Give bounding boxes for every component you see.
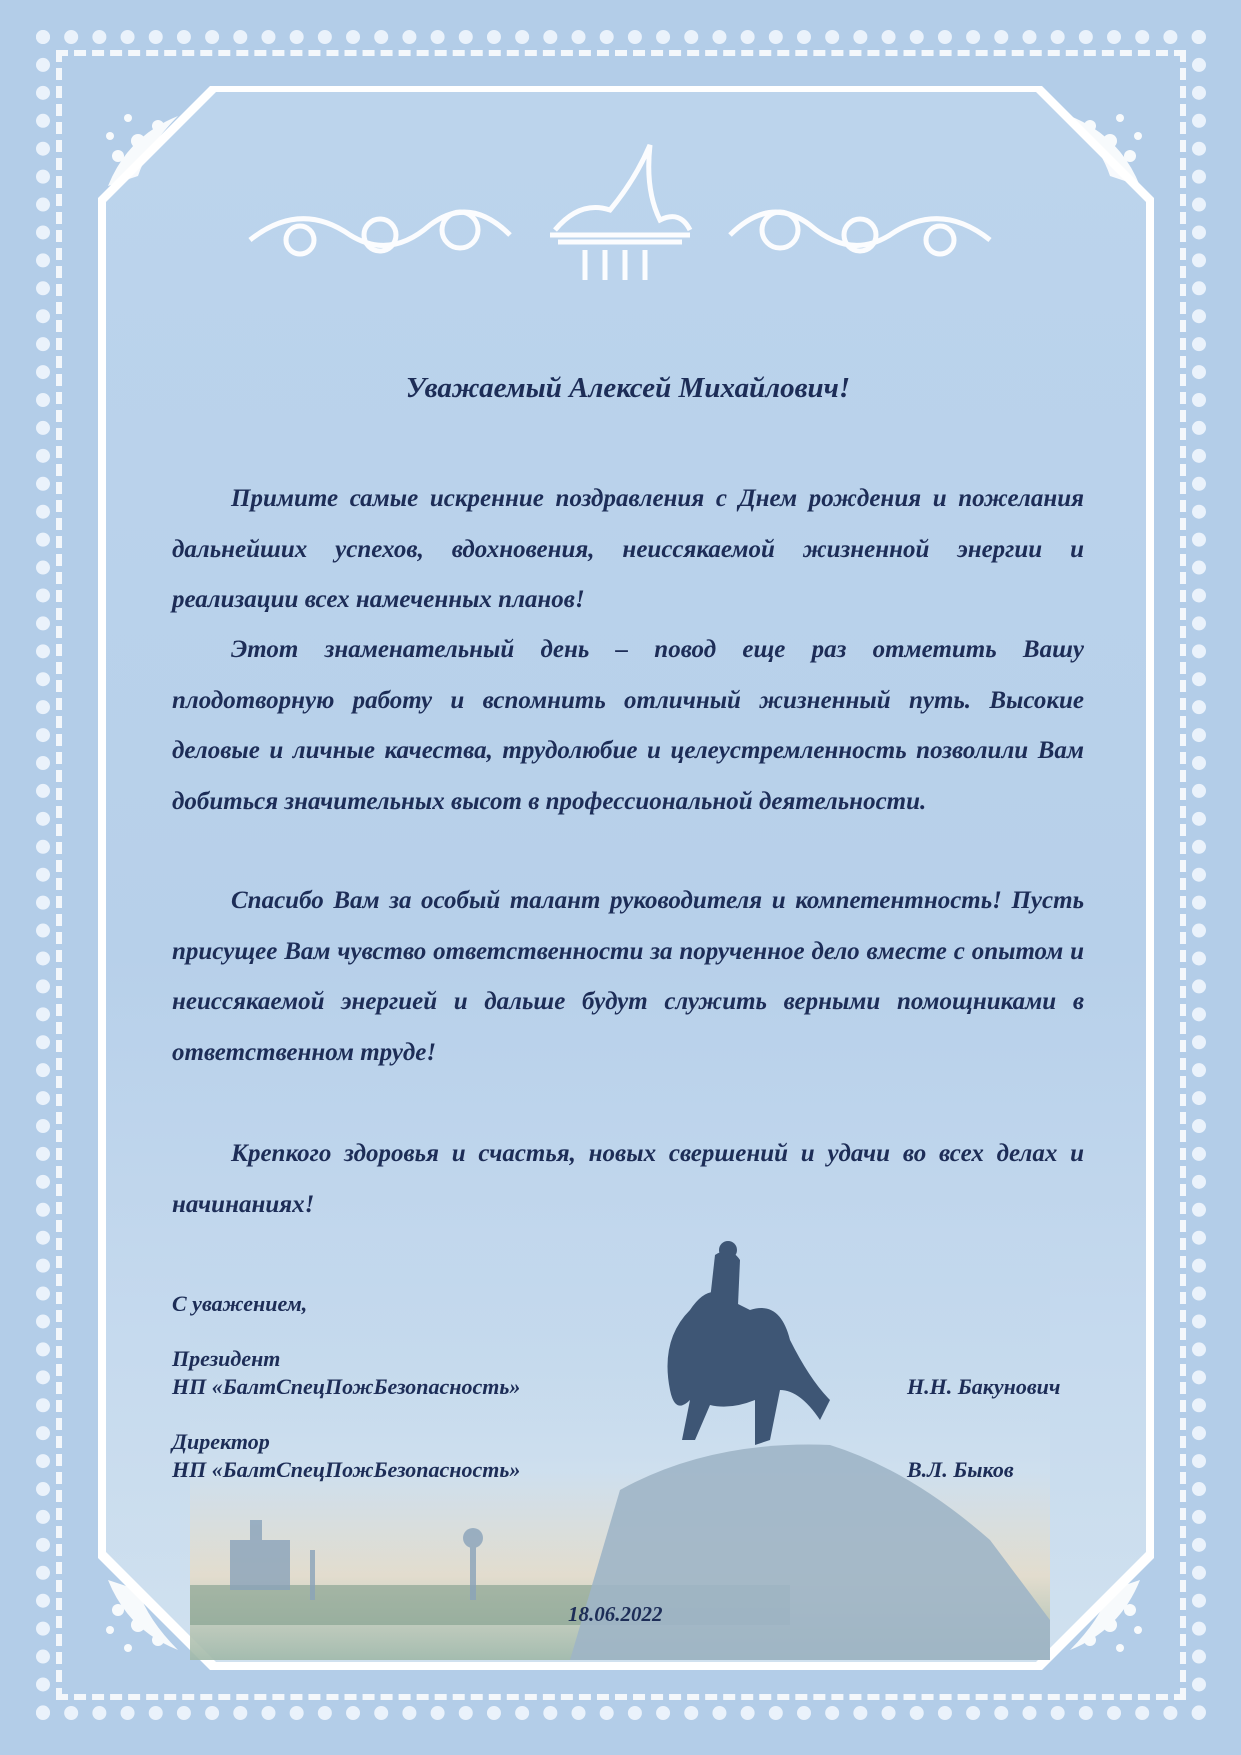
- closing-text: С уважением,: [172, 1291, 308, 1316]
- signatory-2-org: НП «БалтСпецПожБезопасность»: [172, 1457, 521, 1482]
- signatory-2-title: Директор: [172, 1429, 270, 1454]
- signatory-2-name: В.Л. Быков: [907, 1457, 1014, 1482]
- paragraph-2: Этот знаменательный день – повод еще раз отметить Вашу плодотворную работу и вспомнить отличный жизненный путь. Высокие деловые и личные качества, трудолюбие и целеустремленность позволили Вам добиться значительных высот в профессиональной деятельности.: [172, 636, 1084, 815]
- letter-date: 18.06.2022: [568, 1602, 663, 1626]
- floral-corner-ornament-icon: [88, 96, 198, 206]
- signatory-1-title: Президент: [172, 1346, 281, 1371]
- signatory-1-org: НП «БалтСпецПожБезопасность»: [172, 1374, 521, 1399]
- bronze-horseman-scene: [190, 1240, 1050, 1660]
- signatory-1-name: Н.Н. Бакунович: [907, 1374, 1061, 1399]
- paragraph-3: Спасибо Вам за особый талант руководителя и компетентность! Пусть присущее Вам чувство ответственности за порученное дело вместе с опытом и неиссякаемой энергией и дальше будут служить верными помощниками в ответственном труде!: [172, 887, 1084, 1066]
- greeting-heading: Уважаемый Алексей Михайлович!: [405, 372, 851, 404]
- floral-corner-ornament-icon: [1050, 1560, 1160, 1670]
- floral-corner-ornament-icon: [1050, 96, 1160, 206]
- paragraph-1: Примите самые искренние поздравления с Днем рождения и пожелания дальнейших успехов, вдохновения, неиссякаемой жизненной энергии и реализации всех намеченных планов!: [172, 485, 1084, 613]
- column-emblem-icon: [240, 140, 1000, 290]
- floral-corner-ornament-icon: [88, 1560, 198, 1670]
- paragraph-4: Крепкого здоровья и счастья, новых свершений и удачи во всех делах и начинаниях!: [172, 1140, 1084, 1218]
